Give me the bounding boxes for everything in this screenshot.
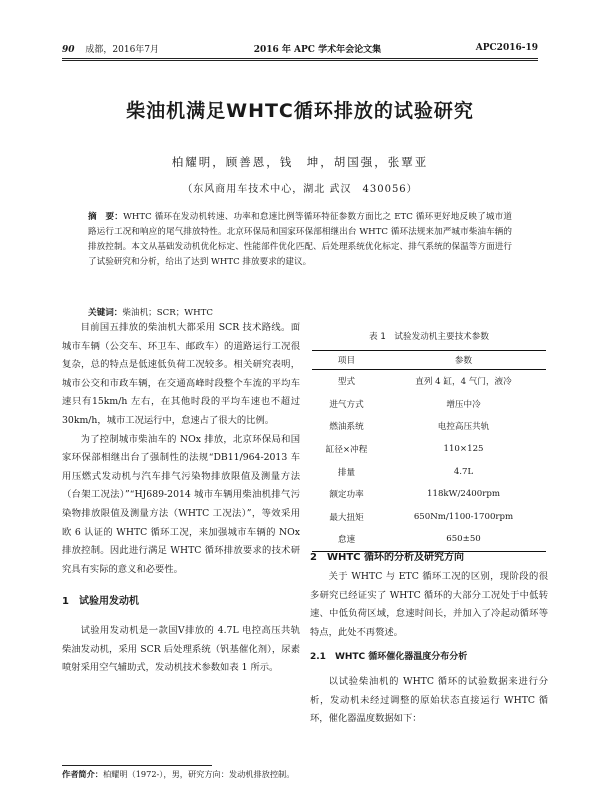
header-left <box>62 42 159 55</box>
abstract-label: 摘 要： <box>88 212 124 222</box>
table-cell-item: 型式 <box>337 377 356 388</box>
footnote-rule <box>62 765 212 766</box>
table-header-row <box>312 351 546 370</box>
table-cell-value: 直列 4 缸，4 气门，液冷 <box>415 377 512 388</box>
section-2-1-paragraph: 以试验柴油机的 WHTC 循环的试验数据来进行分析，发动机未经过调整的原始状态直接运行 WHTC 循环，催化器温度数据如下： <box>310 675 548 725</box>
intro-paragraph-2: 为了控制城市柴油车的 NOx 排放，北京环保局和国家环保部相继出台了强制性的法规“DB11/964-2013 车用压燃式发动机与汽车排气污染物排放限值及测量方法（台架工况法）”“HJ689-2014 城市车辆用柴油机排气污染物排放限值及测量方法（WHTC 工况法）”，等效采用欧 6 认证的 WHTC 循环工况，来加强城市车辆的 NOx 排放控制。因此进行满足 WHTC 循环排放要求的技术研究具有实际的意义和必要性。 <box>62 433 300 575</box>
table-row <box>312 506 546 529</box>
right-column <box>310 568 548 729</box>
keywords-label: 关键词： <box>88 308 123 318</box>
table-row <box>312 393 546 416</box>
intro-paragraph-1: 目前国五排放的柴油机大都采用 SCR 技术路线。面城市车辆（公交车、环卫车、邮政车）的道路运行工况很复杂，总的特点是低速低负荷工况较多。相关研究表明，城市公交和市政车辆，在交通高峰时段整个车流的平均车速只有15km/h 左右，在其他时段的平均车速也不超过30km/h，城市工况运行中，怠速占了很大的比例。 <box>62 322 300 426</box>
table-cell-value: 118kW/2400rpm <box>427 489 500 500</box>
header-location-date: 成都，2016年7月 <box>85 44 160 55</box>
table-cell-value: 电控高压共轨 <box>437 422 490 433</box>
table-cell-item: 额定功率 <box>329 490 364 501</box>
table-cell-item: 排量 <box>337 467 356 478</box>
table-caption: 表 1 试验发动机主要技术参数 <box>369 332 489 342</box>
table-cell-value: 650Nm/1100-1700rpm <box>413 511 514 522</box>
running-header <box>62 40 538 56</box>
table-cell-item: 最大扭矩 <box>329 512 364 523</box>
footnote-label: 作者简介： <box>62 769 103 779</box>
header-paper-id: APC2016-19 <box>475 43 538 53</box>
table-cell-value: 110×125 <box>443 444 484 455</box>
header-rule-2 <box>62 60 538 61</box>
table-cell-value: 4.7L <box>453 466 474 477</box>
paper-title: 柴油机满足WHTC循环排放的试验研究 <box>126 100 474 122</box>
author-list: 柏耀明，顾善恩，钱 坤，胡国强，张覃亚 <box>171 155 429 169</box>
table-cell-value: 增压中冷 <box>446 399 481 410</box>
table-header-param: 参数 <box>381 351 546 370</box>
table-cell-value: 650±50 <box>381 528 546 551</box>
section-1-paragraph: 试验用发动机是一款国Ⅴ排放的 4.7L 电控高压共轨柴油发动机，采用 SCR 后处理系统（钒基催化剂），尿素喷射采用空气辅助式，发动机技术参数如表 1 所示。 <box>62 624 300 674</box>
section-2-paragraph: 关于 WHTC 与 ETC 循环工况的区别，现阶段的很多研究已经证实了 WHTC 循环的大部分工况处于中低转速、中低负荷区域，怠速时间长，并加入了冷起动循环等特点，此处不再赘述。 <box>310 571 548 638</box>
abstract <box>88 210 512 270</box>
table-cell-item: 进气方式 <box>329 399 364 410</box>
table-row <box>312 483 546 506</box>
left-column <box>62 319 300 678</box>
table-header-item: 项目 <box>312 351 381 370</box>
page-number: 90 <box>62 44 75 55</box>
section-2-heading: 2 WHTC 循环的分析及研究方向 <box>310 552 464 563</box>
engine-spec-table <box>312 330 546 552</box>
keywords <box>88 306 512 318</box>
spec-table <box>312 350 546 552</box>
table-row <box>312 370 546 393</box>
table-cell-item: 缸径×冲程 <box>325 445 368 456</box>
abstract-text: WHTC 循环在发动机转速、功率和怠速比例等循环特征参数方面比之 ETC 循环更好地反映了城市道路运行工况和响应的尾气排放特性。北京环保局和国家环保部相继出台 WHTC 循环法规来加严城市柴油车辆的排放控制。本文从基础发动机优化标定、性能部件优化匹配、后处理系统优化标定、排气系统的保温等方面进行了试验研究和分析，给出了达到 WHTC 排放要求的建议。 <box>88 212 512 267</box>
table-row <box>312 460 546 483</box>
table-row <box>312 438 546 461</box>
table-row <box>312 415 546 438</box>
header-rule <box>62 58 538 59</box>
author-footnote <box>62 769 294 780</box>
table-cell-item: 燃油系统 <box>329 422 364 433</box>
section-1-heading: 1 试验用发动机 <box>62 596 139 608</box>
table-cell-item: 怠速 <box>312 528 381 551</box>
section-2-1-heading: 2.1 WHTC 循环催化器温度分布分析 <box>310 652 468 663</box>
keywords-text: 柴油机；SCR；WHTC <box>122 308 213 318</box>
header-proceedings: 2016 年 APC 学术年会论文集 <box>253 44 382 55</box>
affiliation: （东风商用车技术中心，湖北 武汉 430056） <box>182 184 418 195</box>
footnote-text: 柏耀明（1972-），男，研究方向：发动机排放控制。 <box>102 769 295 779</box>
